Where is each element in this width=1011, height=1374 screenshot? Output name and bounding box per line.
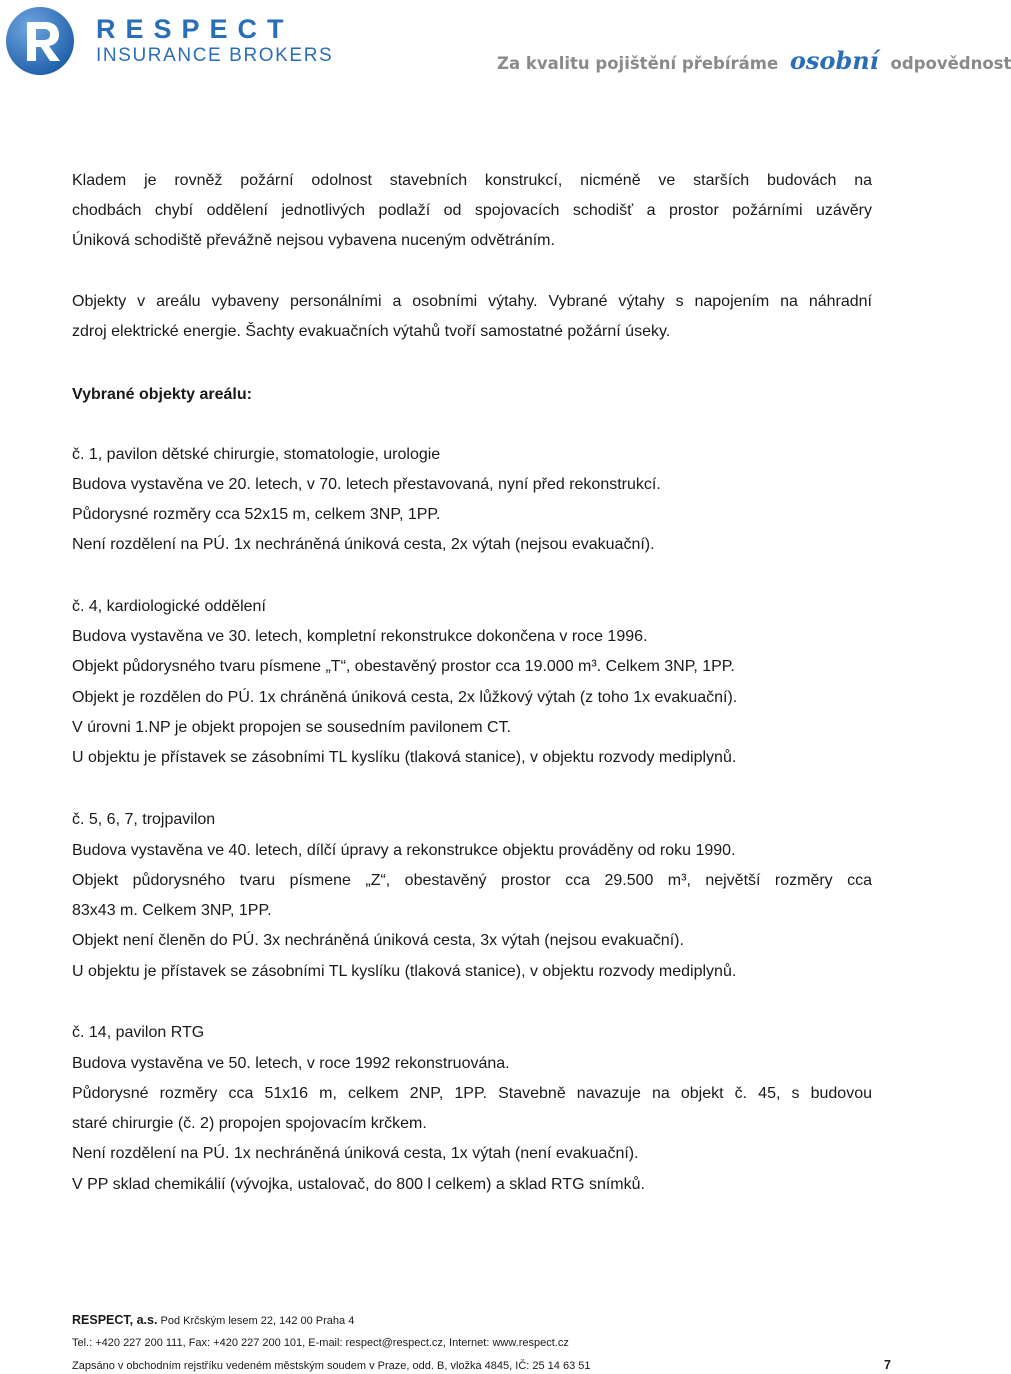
object-line: 83x43 m. Celkem 3NP, 1PP.	[72, 902, 272, 919]
body-line: zdroj elektrické energie. Šachty evakuačních výtahů tvoří samostatné požární úseky.	[72, 323, 671, 340]
page-number: 7	[884, 1358, 891, 1372]
footer-address: Pod Krčským lesem 22, 142 00 Praha 4	[160, 1315, 355, 1327]
section-heading: Vybrané objekty areálu:	[72, 386, 252, 403]
object-line: Budova vystavěna ve 20. letech, v 70. letech přestavovaná, nyní před rekonstrukcí.	[72, 476, 661, 493]
object-line: Není rozdělení na PÚ. 1x nechráněná úniková cesta, 2x výtah (nejsou evakuační).	[72, 536, 655, 553]
object-line: Objekt není členěn do PÚ. 3x nechráněná úniková cesta, 3x výtah (nejsou evakuační).	[72, 932, 684, 949]
object-line: Objekt půdorysného tvaru písmene „T“, obestavěný prostor cca 19.000 m³. Celkem 3NP, 1PP.	[72, 658, 735, 675]
object-line: Objekt půdorysného tvaru písmene „Z“, obestavěný prostor cca 29.500 m³, největší rozměry cca	[72, 872, 872, 889]
respect-logo-icon	[5, 6, 75, 76]
object-line: Budova vystavěna ve 40. letech, dílčí úpravy a rekonstrukce objektu prováděny od roku 1990.	[72, 842, 736, 859]
object-line: Objekt je rozdělen do PÚ. 1x chráněná úniková cesta, 2x lůžkový výtah (z toho 1x evakuační).	[72, 689, 738, 706]
page-header	[0, 0, 1011, 80]
object-line: Budova vystavěna ve 50. letech, v roce 1992 rekonstruována.	[72, 1055, 510, 1072]
header-tagline	[497, 46, 1011, 75]
object-line: Půdorysné rozměry cca 51x16 m, celkem 2NP, 1PP. Stavebně navazuje na objekt č. 45, s budovou	[72, 1085, 872, 1102]
object-line: U objektu je přístavek se zásobními TL kyslíku (tlaková stanice), v objektu rozvody mediplynů.	[72, 963, 737, 980]
body-line: Objekty v areálu vybaveny personálními a osobními výtahy. Vybrané výtahy s napojením na náhradní	[72, 293, 872, 310]
footer-contacts: Tel.: +420 227 200 111, Fax: +420 227 200 101, E-mail: respect@respect.cz, Internet: www.respect.cz	[72, 1337, 569, 1349]
object-title: č. 1, pavilon dětské chirurgie, stomatologie, urologie	[72, 446, 441, 463]
footer-company-line	[72, 1313, 354, 1327]
object-line: V úrovni 1.NP je objekt propojen se sousedním pavilonem CT.	[72, 719, 512, 736]
object-line: Půdorysné rozměry cca 52x15 m, celkem 3NP, 1PP.	[72, 506, 441, 523]
brand-subtitle: INSURANCE BROKERS	[96, 45, 334, 66]
body-line: Kladem je rovněž požární odolnost stavebních konstrukcí, nicméně ve starších budovách na	[72, 172, 872, 189]
body-line: Úniková schodiště převážně nejsou vybavena nuceným odvětráním.	[72, 232, 555, 249]
object-line: staré chirurgie (č. 2) propojen spojovacím krčkem.	[72, 1115, 427, 1132]
tagline-end: odpovědnost	[890, 54, 1011, 73]
footer-registry: Zapsáno v obchodním rejstříku vedeném městským soudem v Praze, odd. B, vložka 4845, IČ: 25 14 63 51	[72, 1360, 591, 1372]
object-title: č. 5, 6, 7, trojpavilon	[72, 811, 216, 828]
object-line: V PP sklad chemikálií (vývojka, ustalovač, do 800 l celkem) a sklad RTG snímků.	[72, 1176, 645, 1193]
tagline-script-word: osobní	[789, 46, 879, 75]
footer-company: RESPECT, a.s.	[72, 1313, 158, 1327]
object-line: U objektu je přístavek se zásobními TL kyslíku (tlaková stanice), v objektu rozvody mediplynů.	[72, 749, 737, 766]
tagline-start: Za kvalitu pojištění přebíráme	[497, 54, 779, 73]
body-line: chodbách chybí oddělení jednotlivých podlaží od spojovacích schodišť a prostor požárními uzávěry	[72, 202, 872, 219]
object-line: Budova vystavěna ve 30. letech, kompletní rekonstrukce dokončena v roce 1996.	[72, 628, 648, 645]
object-title: č. 4, kardiologické oddělení	[72, 598, 266, 615]
object-title: č. 14, pavilon RTG	[72, 1024, 205, 1041]
brand-name: RESPECT	[96, 14, 294, 44]
object-line: Není rozdělení na PÚ. 1x nechráněná úniková cesta, 1x výtah (není evakuační).	[72, 1145, 639, 1162]
